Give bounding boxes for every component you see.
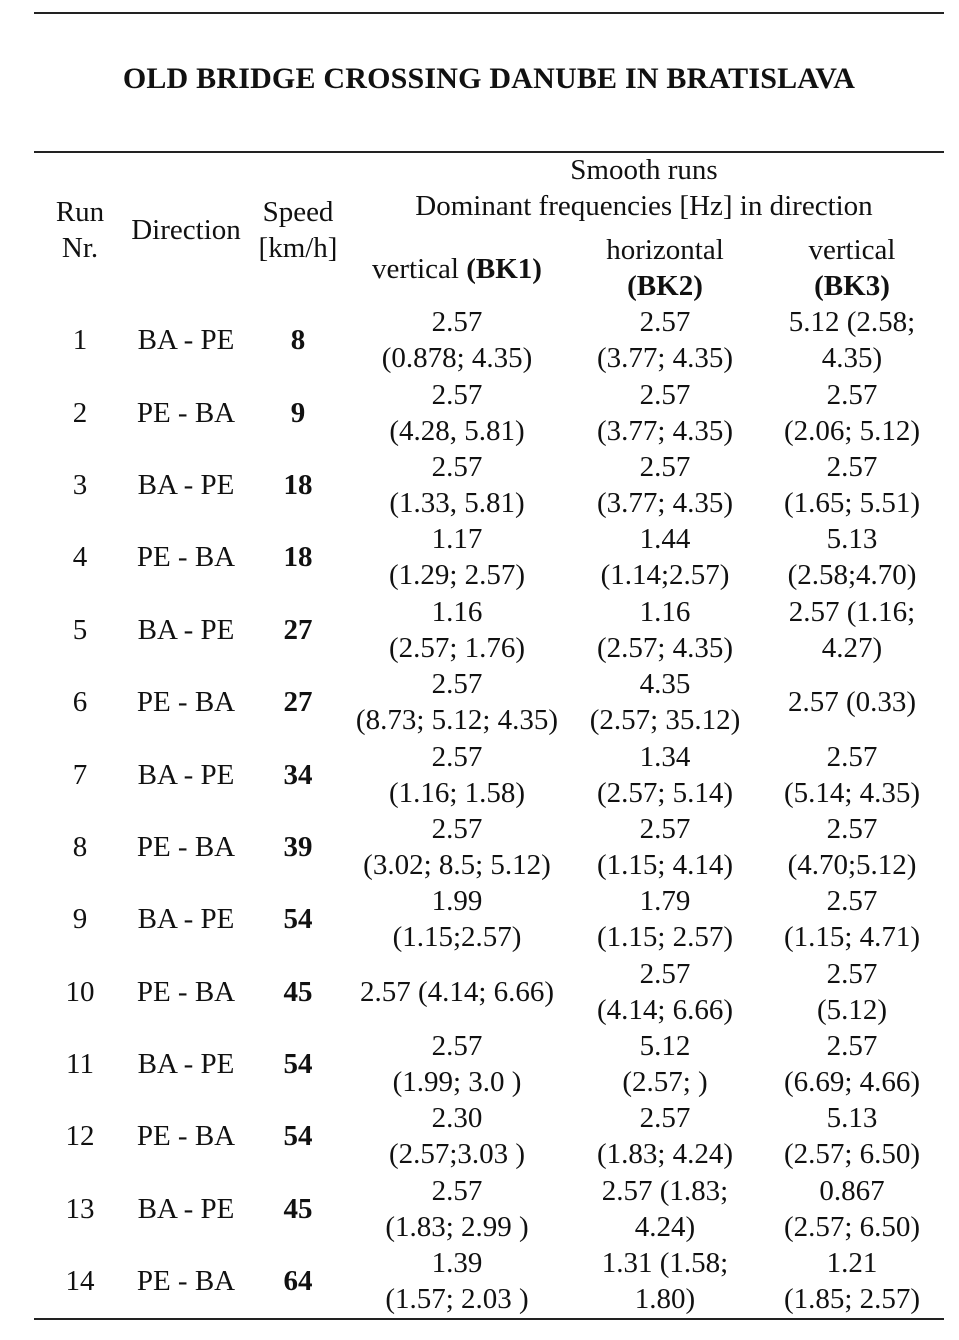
cell-bk2 [570, 738, 760, 810]
cell-bk1 [344, 1100, 570, 1172]
table-row [0, 738, 959, 810]
cell-bk1-line: 2.57 (4.14; 6.66) [359, 975, 555, 1008]
header-bk2 [570, 232, 760, 304]
header-bk2-label: horizontal [606, 234, 724, 266]
cell-bk3-line: 2.57 [826, 957, 878, 990]
cell-bk1 [344, 376, 570, 448]
table-row [0, 666, 959, 738]
cell-run-line: 3 [72, 468, 88, 501]
cell-speed [252, 1245, 344, 1317]
cell-run-line: 9 [72, 903, 88, 936]
cell-speed [252, 376, 344, 448]
cell-speed [252, 883, 344, 955]
cell-bk1-line: 2.30 [431, 1102, 483, 1135]
cell-bk3 [760, 956, 944, 1028]
cell-bk3-line: 2.57 (0.33) [787, 686, 917, 719]
cell-bk1 [344, 811, 570, 883]
cell-bk2 [570, 1173, 760, 1245]
cell-bk3 [760, 1100, 944, 1172]
cell-bk1-line: 2.57 [431, 306, 483, 339]
cell-bk3-line: (1.85; 2.57) [783, 1283, 921, 1316]
cell-run [40, 738, 120, 810]
cell-bk3-line: 1.21 [826, 1247, 878, 1280]
cell-run [40, 449, 120, 521]
cell-bk2-line: (2.57; 35.12) [589, 704, 741, 737]
table-row [0, 521, 959, 593]
cell-bk2-line: 2.57 (1.83; [601, 1174, 729, 1207]
cell-bk1-line: 2.57 [431, 450, 483, 483]
cell-bk3 [760, 666, 944, 738]
cell-run [40, 376, 120, 448]
cell-bk3-line: (2.58;4.70) [787, 559, 917, 592]
cell-bk1-line: (2.57;3.03 ) [388, 1138, 526, 1171]
cell-bk3-line: 2.57 [826, 378, 878, 411]
cell-direction [120, 1028, 252, 1100]
cell-bk1 [344, 1028, 570, 1100]
header-run-line1: Run [55, 196, 105, 228]
cell-bk2-line: 1.44 [639, 523, 691, 556]
cell-bk1 [344, 449, 570, 521]
cell-bk2 [570, 811, 760, 883]
cell-direction [120, 449, 252, 521]
cell-bk1-line: (8.73; 5.12; 4.35) [355, 704, 559, 737]
cell-direction-line: BA - PE [137, 903, 235, 936]
cell-direction [120, 1245, 252, 1317]
header-bk3-label: vertical [808, 234, 896, 266]
header-speed [252, 194, 344, 266]
header-group [344, 152, 944, 224]
cell-bk2-line: 1.31 (1.58; [601, 1247, 729, 1280]
cell-bk3-line: 2.57 (1.16; [788, 595, 916, 628]
cell-run [40, 1028, 120, 1100]
cell-direction-line: PE - BA [136, 396, 236, 429]
cell-speed [252, 666, 344, 738]
cell-bk1-line: 2.57 [431, 668, 483, 701]
cell-bk3-line: (2.57; 6.50) [783, 1138, 921, 1171]
cell-bk1 [344, 594, 570, 666]
cell-bk2 [570, 956, 760, 1028]
cell-bk3-line: 5.12 (2.58; [788, 306, 916, 339]
cell-run [40, 1245, 120, 1317]
cell-speed [252, 1100, 344, 1172]
cell-bk2-line: (3.77; 4.35) [596, 342, 734, 375]
header-speed-line1: Speed [262, 196, 334, 228]
table-title: OLD BRIDGE CROSSING DANUBE IN BRATISLAVA [122, 62, 856, 95]
header-direction: Direction [131, 214, 241, 246]
cell-direction [120, 304, 252, 376]
cell-bk1-line: (1.57; 2.03 ) [385, 1283, 529, 1316]
cell-run-line: 12 [65, 1120, 95, 1153]
cell-bk1 [344, 304, 570, 376]
cell-direction [120, 1173, 252, 1245]
cell-bk1-line: (1.16; 1.58) [388, 776, 526, 809]
cell-run-line: 1 [72, 324, 88, 357]
cell-bk3-line: 2.57 [826, 1030, 878, 1063]
table-row [0, 594, 959, 666]
cell-speed-line: 45 [283, 1192, 313, 1225]
cell-bk3-line: 0.867 [819, 1174, 885, 1207]
cell-bk3-line: 2.57 [826, 812, 878, 845]
header-bk1-code: (BK1) [466, 253, 542, 285]
cell-run-line: 8 [72, 830, 88, 863]
header-bk3 [760, 232, 944, 304]
cell-speed-line: 27 [283, 613, 313, 646]
cell-run [40, 811, 120, 883]
cell-bk1-line: (4.28, 5.81) [389, 414, 525, 447]
top-rule [34, 12, 944, 14]
table-row [0, 376, 959, 448]
cell-direction-line: BA - PE [137, 468, 235, 501]
cell-speed-line: 45 [283, 975, 313, 1008]
header-group-line1: Smooth runs [570, 154, 718, 186]
cell-direction-line: BA - PE [137, 758, 235, 791]
cell-direction [120, 666, 252, 738]
cell-run-line: 4 [72, 541, 88, 574]
cell-direction-line: PE - BA [136, 830, 236, 863]
cell-bk3 [760, 738, 944, 810]
cell-bk1 [344, 738, 570, 810]
cell-run-line: 5 [72, 613, 88, 646]
cell-speed-line: 54 [283, 1048, 313, 1081]
cell-run [40, 304, 120, 376]
cell-direction-line: PE - BA [136, 541, 236, 574]
cell-bk3-line: 5.13 [826, 1102, 878, 1135]
cell-speed-line: 39 [283, 830, 313, 863]
table-row [0, 449, 959, 521]
cell-bk1 [344, 521, 570, 593]
cell-direction-line: BA - PE [137, 1048, 235, 1081]
cell-bk1-line: (2.57; 1.76) [388, 631, 526, 664]
cell-bk2-line: 1.16 [639, 595, 691, 628]
cell-bk1-line: 1.17 [431, 523, 483, 556]
cell-bk2-line: 4.24) [634, 1210, 696, 1243]
cell-bk3 [760, 304, 944, 376]
cell-bk3-line: 4.35) [821, 342, 883, 375]
cell-bk2-line: (1.83; 4.24) [596, 1138, 734, 1171]
cell-direction-line: BA - PE [137, 324, 235, 357]
table-row [0, 1173, 959, 1245]
cell-bk3 [760, 1173, 944, 1245]
table-row [0, 883, 959, 955]
cell-bk3-line: (2.57; 6.50) [783, 1210, 921, 1243]
cell-bk1-line: (0.878; 4.35) [381, 342, 533, 375]
cell-direction [120, 956, 252, 1028]
cell-bk3-line: 2.57 [826, 740, 878, 773]
cell-bk1 [344, 883, 570, 955]
cell-bk2-line: (4.14; 6.66) [596, 993, 734, 1026]
table-row [0, 1100, 959, 1172]
cell-bk1-line: (1.33, 5.81) [389, 486, 525, 519]
cell-bk2-line: (1.15; 2.57) [596, 921, 734, 954]
cell-run-line: 6 [72, 686, 88, 719]
cell-bk1-line: (1.29; 2.57) [388, 559, 526, 592]
table-row [0, 956, 959, 1028]
table-row [0, 811, 959, 883]
cell-bk2 [570, 594, 760, 666]
cell-speed [252, 1028, 344, 1100]
cell-run [40, 666, 120, 738]
cell-speed-line: 18 [283, 468, 313, 501]
table-row [0, 1245, 959, 1317]
cell-speed [252, 738, 344, 810]
cell-bk2-line: 2.57 [639, 1102, 691, 1135]
cell-speed [252, 811, 344, 883]
cell-bk1-line: 1.99 [431, 885, 483, 918]
cell-run [40, 521, 120, 593]
cell-bk1-line: 2.57 [431, 1174, 483, 1207]
cell-speed-line: 54 [283, 903, 313, 936]
cell-direction [120, 1100, 252, 1172]
cell-bk3-line: (6.69; 4.66) [783, 1066, 921, 1099]
cell-direction-line: PE - BA [136, 975, 236, 1008]
cell-bk1-line: 2.57 [431, 1030, 483, 1063]
cell-bk2-line: (2.57; ) [622, 1066, 708, 1099]
cell-direction-line: PE - BA [136, 1265, 236, 1298]
cell-bk2 [570, 1028, 760, 1100]
cell-bk2-line: (3.77; 4.35) [596, 414, 734, 447]
cell-bk2 [570, 883, 760, 955]
cell-bk1 [344, 1245, 570, 1317]
cell-run-line: 7 [72, 758, 88, 791]
cell-run-line: 11 [66, 1048, 94, 1081]
cell-bk3-line: (2.06; 5.12) [783, 414, 921, 447]
header-bk1 [344, 251, 570, 287]
cell-direction-line: BA - PE [137, 613, 235, 646]
header-bk3-code: (BK3) [814, 270, 890, 302]
cell-bk1 [344, 666, 570, 738]
header-speed-line2: [km/h] [258, 232, 338, 264]
cell-direction [120, 811, 252, 883]
cell-bk2-line: 5.12 [639, 1030, 691, 1063]
cell-bk2-line: 4.35 [639, 668, 691, 701]
cell-bk1-line: (1.15;2.57) [392, 921, 522, 954]
table-body [0, 304, 959, 1317]
cell-bk1-line: 2.57 [431, 812, 483, 845]
cell-bk1-line: 1.39 [431, 1247, 483, 1280]
table-row [0, 304, 959, 376]
cell-bk3 [760, 376, 944, 448]
cell-bk3-line: 2.57 [826, 885, 878, 918]
cell-bk2-line: 2.57 [639, 450, 691, 483]
cell-bk2 [570, 1245, 760, 1317]
cell-run-line: 10 [65, 975, 95, 1008]
table-row [0, 1028, 959, 1100]
cell-bk3 [760, 811, 944, 883]
cell-bk3 [760, 1245, 944, 1317]
cell-speed-line: 54 [283, 1120, 313, 1153]
cell-direction [120, 521, 252, 593]
cell-bk1-line: 2.57 [431, 378, 483, 411]
cell-bk3-line: (1.65; 5.51) [783, 486, 921, 519]
cell-bk2-line: (1.15; 4.14) [596, 848, 734, 881]
cell-bk3 [760, 883, 944, 955]
cell-direction [120, 883, 252, 955]
cell-bk1-line: (3.02; 8.5; 5.12) [363, 848, 551, 881]
cell-speed [252, 521, 344, 593]
cell-bk2-line: 2.57 [639, 378, 691, 411]
cell-bk3 [760, 594, 944, 666]
cell-direction-line: BA - PE [137, 1192, 235, 1225]
cell-bk1-line: (1.99; 3.0 ) [392, 1066, 522, 1099]
cell-bk3-line: 5.13 [826, 523, 878, 556]
cell-bk2 [570, 376, 760, 448]
cell-bk2-line: (3.77; 4.35) [596, 486, 734, 519]
cell-speed-line: 9 [290, 396, 306, 429]
cell-bk1-line: (1.83; 2.99 ) [385, 1210, 529, 1243]
cell-speed-line: 64 [283, 1265, 313, 1298]
cell-bk3-line: 4.27) [821, 631, 883, 664]
cell-run [40, 1100, 120, 1172]
cell-bk2-line: 1.34 [639, 740, 691, 773]
cell-run-line: 13 [65, 1192, 95, 1225]
cell-speed [252, 449, 344, 521]
cell-bk2-line: (2.57; 4.35) [596, 631, 734, 664]
cell-bk3 [760, 1028, 944, 1100]
cell-bk2 [570, 304, 760, 376]
cell-speed-line: 27 [283, 686, 313, 719]
cell-bk1-line: 2.57 [431, 740, 483, 773]
cell-bk2-line: 1.80) [634, 1283, 696, 1316]
cell-bk2-line: 2.57 [639, 957, 691, 990]
cell-speed [252, 594, 344, 666]
cell-speed [252, 1173, 344, 1245]
cell-bk3-line: (4.70;5.12) [787, 848, 917, 881]
cell-bk2 [570, 449, 760, 521]
cell-bk1 [344, 1173, 570, 1245]
cell-bk1 [344, 956, 570, 1028]
header-group-line2: Dominant frequencies [Hz] in direction [415, 190, 873, 222]
cell-direction-line: PE - BA [136, 1120, 236, 1153]
cell-bk3 [760, 449, 944, 521]
cell-bk2-line: (1.14;2.57) [600, 559, 730, 592]
cell-bk2-line: (2.57; 5.14) [596, 776, 734, 809]
cell-direction-line: PE - BA [136, 686, 236, 719]
cell-direction [120, 594, 252, 666]
cell-bk3-line: (5.12) [816, 993, 888, 1026]
cell-bk1-line: 1.16 [431, 595, 483, 628]
cell-bk3-line: (5.14; 4.35) [783, 776, 921, 809]
cell-speed [252, 304, 344, 376]
cell-run [40, 883, 120, 955]
cell-run [40, 594, 120, 666]
cell-bk3-line: 2.57 [826, 450, 878, 483]
cell-speed-line: 8 [290, 324, 306, 357]
cell-run [40, 956, 120, 1028]
cell-speed-line: 34 [283, 758, 313, 791]
cell-bk2 [570, 1100, 760, 1172]
bottom-rule [34, 1318, 944, 1320]
cell-bk2 [570, 521, 760, 593]
cell-speed-line: 18 [283, 541, 313, 574]
header-bk2-code: (BK2) [627, 270, 703, 302]
cell-bk3 [760, 521, 944, 593]
cell-bk2-line: 2.57 [639, 306, 691, 339]
cell-bk2-line: 2.57 [639, 812, 691, 845]
cell-run-line: 2 [72, 396, 88, 429]
cell-run-line: 14 [65, 1265, 95, 1298]
cell-bk2 [570, 666, 760, 738]
cell-speed [252, 956, 344, 1028]
cell-direction [120, 738, 252, 810]
cell-bk2-line: 1.79 [639, 885, 691, 918]
cell-bk3-line: (1.15; 4.71) [783, 921, 921, 954]
cell-direction [120, 376, 252, 448]
cell-run [40, 1173, 120, 1245]
header-bk1-label: vertical [372, 253, 459, 285]
header-run-nr [40, 194, 120, 266]
header-run-line2: Nr. [61, 232, 99, 264]
